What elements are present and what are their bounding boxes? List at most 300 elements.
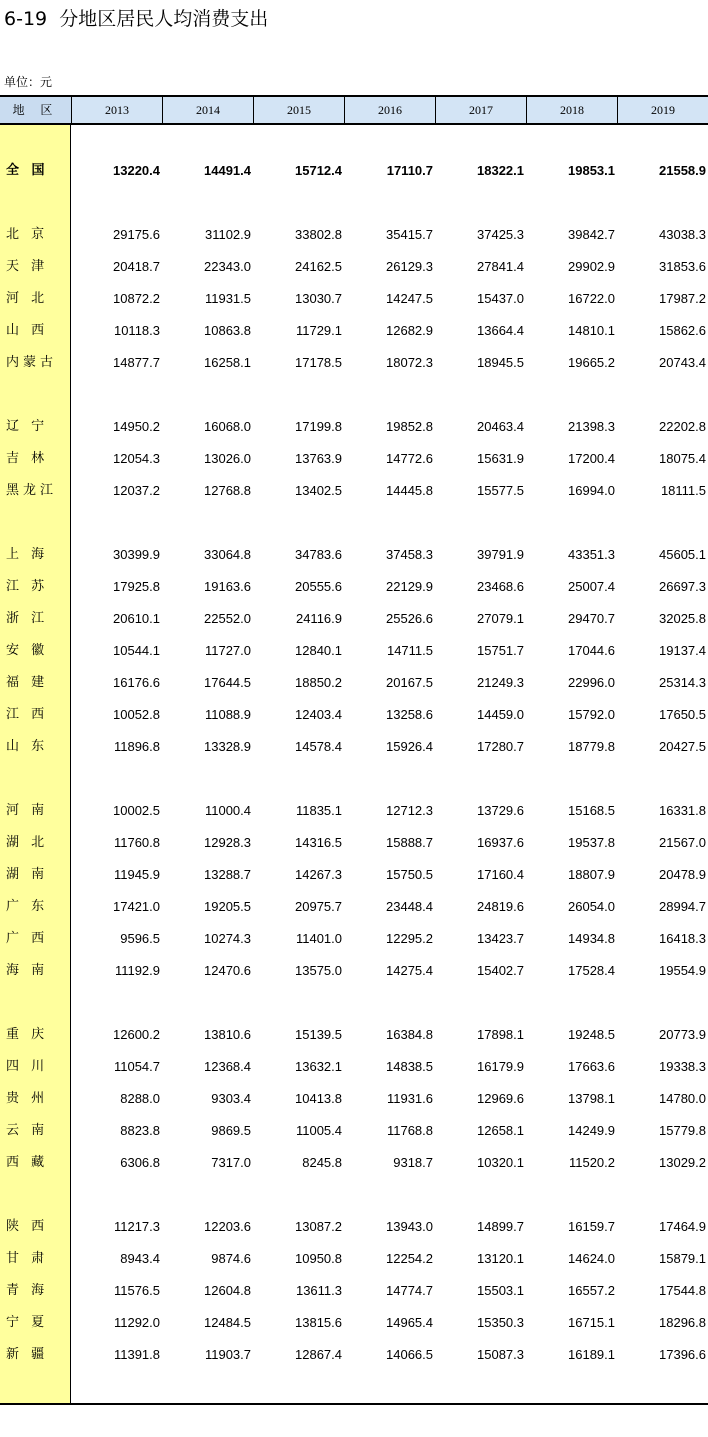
table-header xyxy=(0,95,708,125)
value-cell: 18322.1 xyxy=(477,163,524,178)
table-row xyxy=(0,543,708,567)
value-cell: 17650.5 xyxy=(659,707,706,722)
region-name: 四 川 xyxy=(6,1059,49,1074)
region-name: 广 西 xyxy=(6,931,49,946)
value-cell: 24116.9 xyxy=(295,611,342,626)
value-cell: 17987.2 xyxy=(659,291,706,306)
value-cell: 12658.1 xyxy=(477,1123,524,1138)
value-cell: 13763.9 xyxy=(295,451,342,466)
region-name: 河 北 xyxy=(6,291,49,306)
value-cell: 14965.4 xyxy=(386,1315,433,1330)
value-cell: 11760.8 xyxy=(113,835,160,850)
value-cell: 20555.6 xyxy=(295,579,342,594)
value-cell: 12368.4 xyxy=(204,1059,251,1074)
value-cell: 25007.4 xyxy=(568,579,615,594)
value-cell: 11903.7 xyxy=(204,1347,251,1362)
value-cell: 20167.5 xyxy=(386,675,433,690)
value-cell: 9874.6 xyxy=(211,1251,251,1266)
value-cell: 15862.6 xyxy=(659,323,706,338)
value-cell: 14316.5 xyxy=(295,835,342,850)
table-row xyxy=(0,1087,708,1111)
region-name: 山 东 xyxy=(6,739,49,754)
value-cell: 12928.3 xyxy=(204,835,251,850)
header-region: 地 区 xyxy=(0,97,71,123)
value-cell: 19137.4 xyxy=(659,643,706,658)
table-row xyxy=(0,575,708,599)
value-cell: 10002.5 xyxy=(113,803,160,818)
value-cell: 17663.6 xyxy=(568,1059,615,1074)
value-cell: 16176.6 xyxy=(113,675,160,690)
value-cell: 20463.4 xyxy=(477,419,524,434)
value-cell: 16258.1 xyxy=(204,355,251,370)
table-row xyxy=(0,255,708,279)
value-cell: 43038.3 xyxy=(659,227,706,242)
header-year: 2017 xyxy=(435,97,526,123)
value-cell: 17200.4 xyxy=(568,451,615,466)
value-cell: 14810.1 xyxy=(568,323,615,338)
value-cell: 34783.6 xyxy=(295,547,342,562)
region-name: 北 京 xyxy=(6,227,49,242)
value-cell: 15168.5 xyxy=(568,803,615,818)
value-cell: 25314.3 xyxy=(659,675,706,690)
table-row xyxy=(0,959,708,983)
value-cell: 14624.0 xyxy=(568,1251,615,1266)
value-cell: 10118.3 xyxy=(113,323,160,338)
table-row xyxy=(0,1215,708,1239)
value-cell: 14249.9 xyxy=(568,1123,615,1138)
value-cell: 25526.6 xyxy=(386,611,433,626)
value-cell: 12682.9 xyxy=(386,323,433,338)
value-cell: 13729.6 xyxy=(477,803,524,818)
value-cell: 22343.0 xyxy=(204,259,251,274)
value-cell: 15631.9 xyxy=(477,451,524,466)
value-cell: 20427.5 xyxy=(659,739,706,754)
value-cell: 12600.2 xyxy=(113,1027,160,1042)
value-cell: 17421.0 xyxy=(113,899,160,914)
value-cell: 11768.8 xyxy=(386,1123,433,1138)
value-cell: 14772.6 xyxy=(386,451,433,466)
value-cell: 19853.1 xyxy=(568,163,615,178)
table-row xyxy=(0,1119,708,1143)
table-row xyxy=(0,1151,708,1175)
value-cell: 19537.8 xyxy=(568,835,615,850)
table-row xyxy=(0,351,708,375)
value-cell: 11391.8 xyxy=(113,1347,160,1362)
value-cell: 15350.3 xyxy=(477,1315,524,1330)
value-cell: 16418.3 xyxy=(659,931,706,946)
table-row xyxy=(0,223,708,247)
value-cell: 8943.4 xyxy=(120,1251,160,1266)
region-name: 湖 南 xyxy=(6,867,49,882)
value-cell: 20773.9 xyxy=(659,1027,706,1042)
value-cell: 10544.1 xyxy=(113,643,160,658)
value-cell: 22552.0 xyxy=(204,611,251,626)
table-row xyxy=(0,639,708,663)
value-cell: 16937.6 xyxy=(477,835,524,850)
region-name: 安 徽 xyxy=(6,643,49,658)
header-year: 2014 xyxy=(162,97,253,123)
value-cell: 29902.9 xyxy=(568,259,615,274)
table-row xyxy=(0,415,708,439)
value-cell: 8245.8 xyxy=(302,1155,342,1170)
value-cell: 33064.8 xyxy=(204,547,251,562)
unit-label: 单位：元 xyxy=(4,75,53,89)
value-cell: 11729.1 xyxy=(295,323,342,338)
value-cell: 13029.2 xyxy=(659,1155,706,1170)
value-cell: 21249.3 xyxy=(477,675,524,690)
value-cell: 14877.7 xyxy=(113,355,160,370)
value-cell: 13220.4 xyxy=(113,163,160,178)
value-cell: 15139.5 xyxy=(295,1027,342,1042)
value-cell: 24162.5 xyxy=(295,259,342,274)
value-cell: 11292.0 xyxy=(113,1315,160,1330)
value-cell: 16068.0 xyxy=(204,419,251,434)
region-name: 全 国 xyxy=(6,163,49,178)
value-cell: 15779.8 xyxy=(659,1123,706,1138)
value-cell: 11000.4 xyxy=(204,803,251,818)
value-cell: 14950.2 xyxy=(113,419,160,434)
value-cell: 13664.4 xyxy=(477,323,524,338)
value-cell: 15792.0 xyxy=(568,707,615,722)
value-cell: 29470.7 xyxy=(568,611,615,626)
table-row xyxy=(0,863,708,887)
region-name: 福 建 xyxy=(6,675,49,690)
value-cell: 14491.4 xyxy=(204,163,251,178)
value-cell: 20743.4 xyxy=(659,355,706,370)
region-name: 陕 西 xyxy=(6,1219,49,1234)
value-cell: 16994.0 xyxy=(568,483,615,498)
value-cell: 12840.1 xyxy=(295,643,342,658)
value-cell: 16331.8 xyxy=(659,803,706,818)
value-cell: 45605.1 xyxy=(659,547,706,562)
value-cell: 22996.0 xyxy=(568,675,615,690)
value-cell: 13575.0 xyxy=(295,963,342,978)
value-cell: 23448.4 xyxy=(386,899,433,914)
region-name: 湖 北 xyxy=(6,835,49,850)
value-cell: 13611.3 xyxy=(295,1283,342,1298)
table-row xyxy=(0,831,708,855)
value-cell: 13030.7 xyxy=(295,291,342,306)
value-cell: 18296.8 xyxy=(659,1315,706,1330)
value-cell: 11217.3 xyxy=(113,1219,160,1234)
value-cell: 11931.6 xyxy=(386,1091,433,1106)
table-row xyxy=(0,287,708,311)
region-name: 新 疆 xyxy=(6,1347,49,1362)
value-cell: 13423.7 xyxy=(477,931,524,946)
value-cell: 16384.8 xyxy=(386,1027,433,1042)
value-cell: 26129.3 xyxy=(386,259,433,274)
value-cell: 15577.5 xyxy=(477,483,524,498)
value-cell: 33802.8 xyxy=(295,227,342,242)
value-cell: 37458.3 xyxy=(386,547,433,562)
value-cell: 12203.6 xyxy=(204,1219,251,1234)
value-cell: 11931.5 xyxy=(204,291,251,306)
value-cell: 8288.0 xyxy=(120,1091,160,1106)
value-cell: 18075.4 xyxy=(659,451,706,466)
data-table xyxy=(0,95,708,1405)
table-row xyxy=(0,895,708,919)
value-cell: 19338.3 xyxy=(659,1059,706,1074)
value-cell: 11576.5 xyxy=(113,1283,160,1298)
value-cell: 16722.0 xyxy=(568,291,615,306)
table-row-national xyxy=(0,159,708,183)
value-cell: 12054.3 xyxy=(113,451,160,466)
value-cell: 17464.9 xyxy=(659,1219,706,1234)
value-cell: 9303.4 xyxy=(211,1091,251,1106)
table-row xyxy=(0,1023,708,1047)
table-row xyxy=(0,1311,708,1335)
table-row xyxy=(0,927,708,951)
header-year: 2019 xyxy=(617,97,708,123)
table-row xyxy=(0,1247,708,1271)
value-cell: 14838.5 xyxy=(386,1059,433,1074)
value-cell: 14459.0 xyxy=(477,707,524,722)
value-cell: 15888.7 xyxy=(386,835,433,850)
value-cell: 17044.6 xyxy=(568,643,615,658)
region-name: 上 海 xyxy=(6,547,49,562)
table-row xyxy=(0,447,708,471)
value-cell: 32025.8 xyxy=(659,611,706,626)
value-cell: 24819.6 xyxy=(477,899,524,914)
value-cell: 11945.9 xyxy=(113,867,160,882)
table-row xyxy=(0,799,708,823)
value-cell: 18779.8 xyxy=(568,739,615,754)
value-cell: 9318.7 xyxy=(393,1155,433,1170)
value-cell: 13810.6 xyxy=(204,1027,251,1042)
value-cell: 12295.2 xyxy=(386,931,433,946)
region-name: 天 津 xyxy=(6,259,49,274)
region-name: 黑龙江 xyxy=(6,483,58,498)
value-cell: 21567.0 xyxy=(659,835,706,850)
table-row xyxy=(0,671,708,695)
value-cell: 19852.8 xyxy=(386,419,433,434)
value-cell: 11520.2 xyxy=(568,1155,615,1170)
value-cell: 29175.6 xyxy=(113,227,160,242)
region-name: 青 海 xyxy=(6,1283,49,1298)
value-cell: 12768.8 xyxy=(204,483,251,498)
region-name: 内蒙古 xyxy=(6,355,58,370)
value-cell: 19554.9 xyxy=(659,963,706,978)
value-cell: 12403.4 xyxy=(295,707,342,722)
value-cell: 14578.4 xyxy=(295,739,342,754)
value-cell: 14899.7 xyxy=(477,1219,524,1234)
table-row xyxy=(0,479,708,503)
value-cell: 11835.1 xyxy=(295,803,342,818)
value-cell: 10413.8 xyxy=(295,1091,342,1106)
value-cell: 26054.0 xyxy=(568,899,615,914)
region-name: 浙 江 xyxy=(6,611,49,626)
value-cell: 12867.4 xyxy=(295,1347,342,1362)
region-name: 贵 州 xyxy=(6,1091,49,1106)
header-year: 2015 xyxy=(253,97,344,123)
value-cell: 8823.8 xyxy=(120,1123,160,1138)
region-name: 西 藏 xyxy=(6,1155,49,1170)
value-cell: 13026.0 xyxy=(204,451,251,466)
value-cell: 14774.7 xyxy=(386,1283,433,1298)
value-cell: 18111.5 xyxy=(660,483,706,498)
header-year: 2016 xyxy=(344,97,435,123)
value-cell: 22129.9 xyxy=(386,579,433,594)
value-cell: 13120.1 xyxy=(477,1251,524,1266)
value-cell: 15750.5 xyxy=(386,867,433,882)
value-cell: 27841.4 xyxy=(477,259,524,274)
header-year: 2018 xyxy=(526,97,617,123)
page-title: 6-19 分地区居民人均消费支出 xyxy=(4,8,269,30)
value-cell: 16189.1 xyxy=(568,1347,615,1362)
value-cell: 16557.2 xyxy=(568,1283,615,1298)
value-cell: 16179.9 xyxy=(477,1059,524,1074)
value-cell: 15751.7 xyxy=(477,643,524,658)
value-cell: 19248.5 xyxy=(568,1027,615,1042)
region-name: 广 东 xyxy=(6,899,49,914)
region-name: 河 南 xyxy=(6,803,49,818)
value-cell: 14711.5 xyxy=(386,643,433,658)
value-cell: 22202.8 xyxy=(659,419,706,434)
value-cell: 20418.7 xyxy=(113,259,160,274)
value-cell: 13328.9 xyxy=(204,739,251,754)
header-year: 2013 xyxy=(71,97,162,123)
value-cell: 13087.2 xyxy=(295,1219,342,1234)
value-cell: 21398.3 xyxy=(568,419,615,434)
value-cell: 17528.4 xyxy=(568,963,615,978)
value-cell: 15437.0 xyxy=(477,291,524,306)
value-cell: 14066.5 xyxy=(386,1347,433,1362)
value-cell: 11401.0 xyxy=(295,931,342,946)
value-cell: 18807.9 xyxy=(568,867,615,882)
value-cell: 35415.7 xyxy=(386,227,433,242)
value-cell: 12470.6 xyxy=(204,963,251,978)
value-cell: 17898.1 xyxy=(477,1027,524,1042)
value-cell: 18850.2 xyxy=(295,675,342,690)
value-cell: 17280.7 xyxy=(477,739,524,754)
value-cell: 11054.7 xyxy=(113,1059,160,1074)
value-cell: 11727.0 xyxy=(204,643,251,658)
value-cell: 9596.5 xyxy=(120,931,160,946)
value-cell: 17925.8 xyxy=(113,579,160,594)
region-name: 山 西 xyxy=(6,323,49,338)
value-cell: 10052.8 xyxy=(113,707,160,722)
value-cell: 19205.5 xyxy=(204,899,251,914)
value-cell: 18072.3 xyxy=(386,355,433,370)
value-cell: 19163.6 xyxy=(204,579,251,594)
region-name: 江 苏 xyxy=(6,579,49,594)
value-cell: 11088.9 xyxy=(204,707,251,722)
value-cell: 15712.4 xyxy=(295,163,342,178)
region-column-background xyxy=(0,125,71,1405)
value-cell: 13258.6 xyxy=(386,707,433,722)
value-cell: 16159.7 xyxy=(568,1219,615,1234)
value-cell: 10950.8 xyxy=(295,1251,342,1266)
value-cell: 20478.9 xyxy=(659,867,706,882)
value-cell: 13632.1 xyxy=(295,1059,342,1074)
value-cell: 10863.8 xyxy=(204,323,251,338)
value-cell: 13798.1 xyxy=(568,1091,615,1106)
value-cell: 17199.8 xyxy=(295,419,342,434)
value-cell: 39791.9 xyxy=(477,547,524,562)
value-cell: 13815.6 xyxy=(295,1315,342,1330)
value-cell: 17396.6 xyxy=(659,1347,706,1362)
value-cell: 21558.9 xyxy=(659,163,706,178)
value-cell: 12484.5 xyxy=(204,1315,251,1330)
value-cell: 7317.0 xyxy=(211,1155,251,1170)
value-cell: 20610.1 xyxy=(113,611,160,626)
value-cell: 17110.7 xyxy=(386,163,433,178)
value-cell: 10872.2 xyxy=(113,291,160,306)
value-cell: 43351.3 xyxy=(568,547,615,562)
value-cell: 14247.5 xyxy=(386,291,433,306)
value-cell: 12254.2 xyxy=(386,1251,433,1266)
value-cell: 28994.7 xyxy=(659,899,706,914)
table-row xyxy=(0,319,708,343)
value-cell: 17644.5 xyxy=(204,675,251,690)
value-cell: 15503.1 xyxy=(477,1283,524,1298)
value-cell: 13288.7 xyxy=(204,867,251,882)
region-name: 海 南 xyxy=(6,963,49,978)
region-name: 甘 肃 xyxy=(6,1251,49,1266)
region-name: 宁 夏 xyxy=(6,1315,49,1330)
region-name: 重 庆 xyxy=(6,1027,49,1042)
value-cell: 16715.1 xyxy=(568,1315,615,1330)
value-cell: 15402.7 xyxy=(477,963,524,978)
value-cell: 14267.3 xyxy=(295,867,342,882)
value-cell: 15926.4 xyxy=(386,739,433,754)
value-cell: 14780.0 xyxy=(659,1091,706,1106)
value-cell: 14275.4 xyxy=(386,963,433,978)
table-row xyxy=(0,1343,708,1367)
value-cell: 11192.9 xyxy=(114,963,160,978)
value-cell: 20975.7 xyxy=(295,899,342,914)
value-cell: 13943.0 xyxy=(386,1219,433,1234)
value-cell: 17160.4 xyxy=(477,867,524,882)
value-cell: 11005.4 xyxy=(295,1123,342,1138)
table-row xyxy=(0,607,708,631)
value-cell: 14445.8 xyxy=(386,483,433,498)
table-row xyxy=(0,1055,708,1079)
region-name: 辽 宁 xyxy=(6,419,49,434)
region-name: 江 西 xyxy=(6,707,49,722)
value-cell: 27079.1 xyxy=(477,611,524,626)
value-cell: 11896.8 xyxy=(113,739,160,754)
table-row xyxy=(0,703,708,727)
value-cell: 37425.3 xyxy=(477,227,524,242)
value-cell: 10320.1 xyxy=(477,1155,524,1170)
value-cell: 19665.2 xyxy=(568,355,615,370)
value-cell: 39842.7 xyxy=(568,227,615,242)
value-cell: 6306.8 xyxy=(120,1155,160,1170)
value-cell: 23468.6 xyxy=(477,579,524,594)
value-cell: 15087.3 xyxy=(477,1347,524,1362)
value-cell: 17544.8 xyxy=(659,1283,706,1298)
value-cell: 18945.5 xyxy=(477,355,524,370)
table-bottom-border xyxy=(0,1403,708,1405)
value-cell: 12037.2 xyxy=(113,483,160,498)
value-cell: 30399.9 xyxy=(113,547,160,562)
value-cell: 17178.5 xyxy=(295,355,342,370)
value-cell: 26697.3 xyxy=(659,579,706,594)
value-cell: 13402.5 xyxy=(295,483,342,498)
region-name: 云 南 xyxy=(6,1123,49,1138)
region-name: 吉 林 xyxy=(6,451,49,466)
value-cell: 10274.3 xyxy=(204,931,251,946)
value-cell: 15879.1 xyxy=(659,1251,706,1266)
value-cell: 31853.6 xyxy=(659,259,706,274)
value-cell: 31102.9 xyxy=(204,227,251,242)
value-cell: 12604.8 xyxy=(204,1283,251,1298)
value-cell: 12969.6 xyxy=(477,1091,524,1106)
value-cell: 12712.3 xyxy=(386,803,433,818)
value-cell: 14934.8 xyxy=(568,931,615,946)
table-row xyxy=(0,1279,708,1303)
